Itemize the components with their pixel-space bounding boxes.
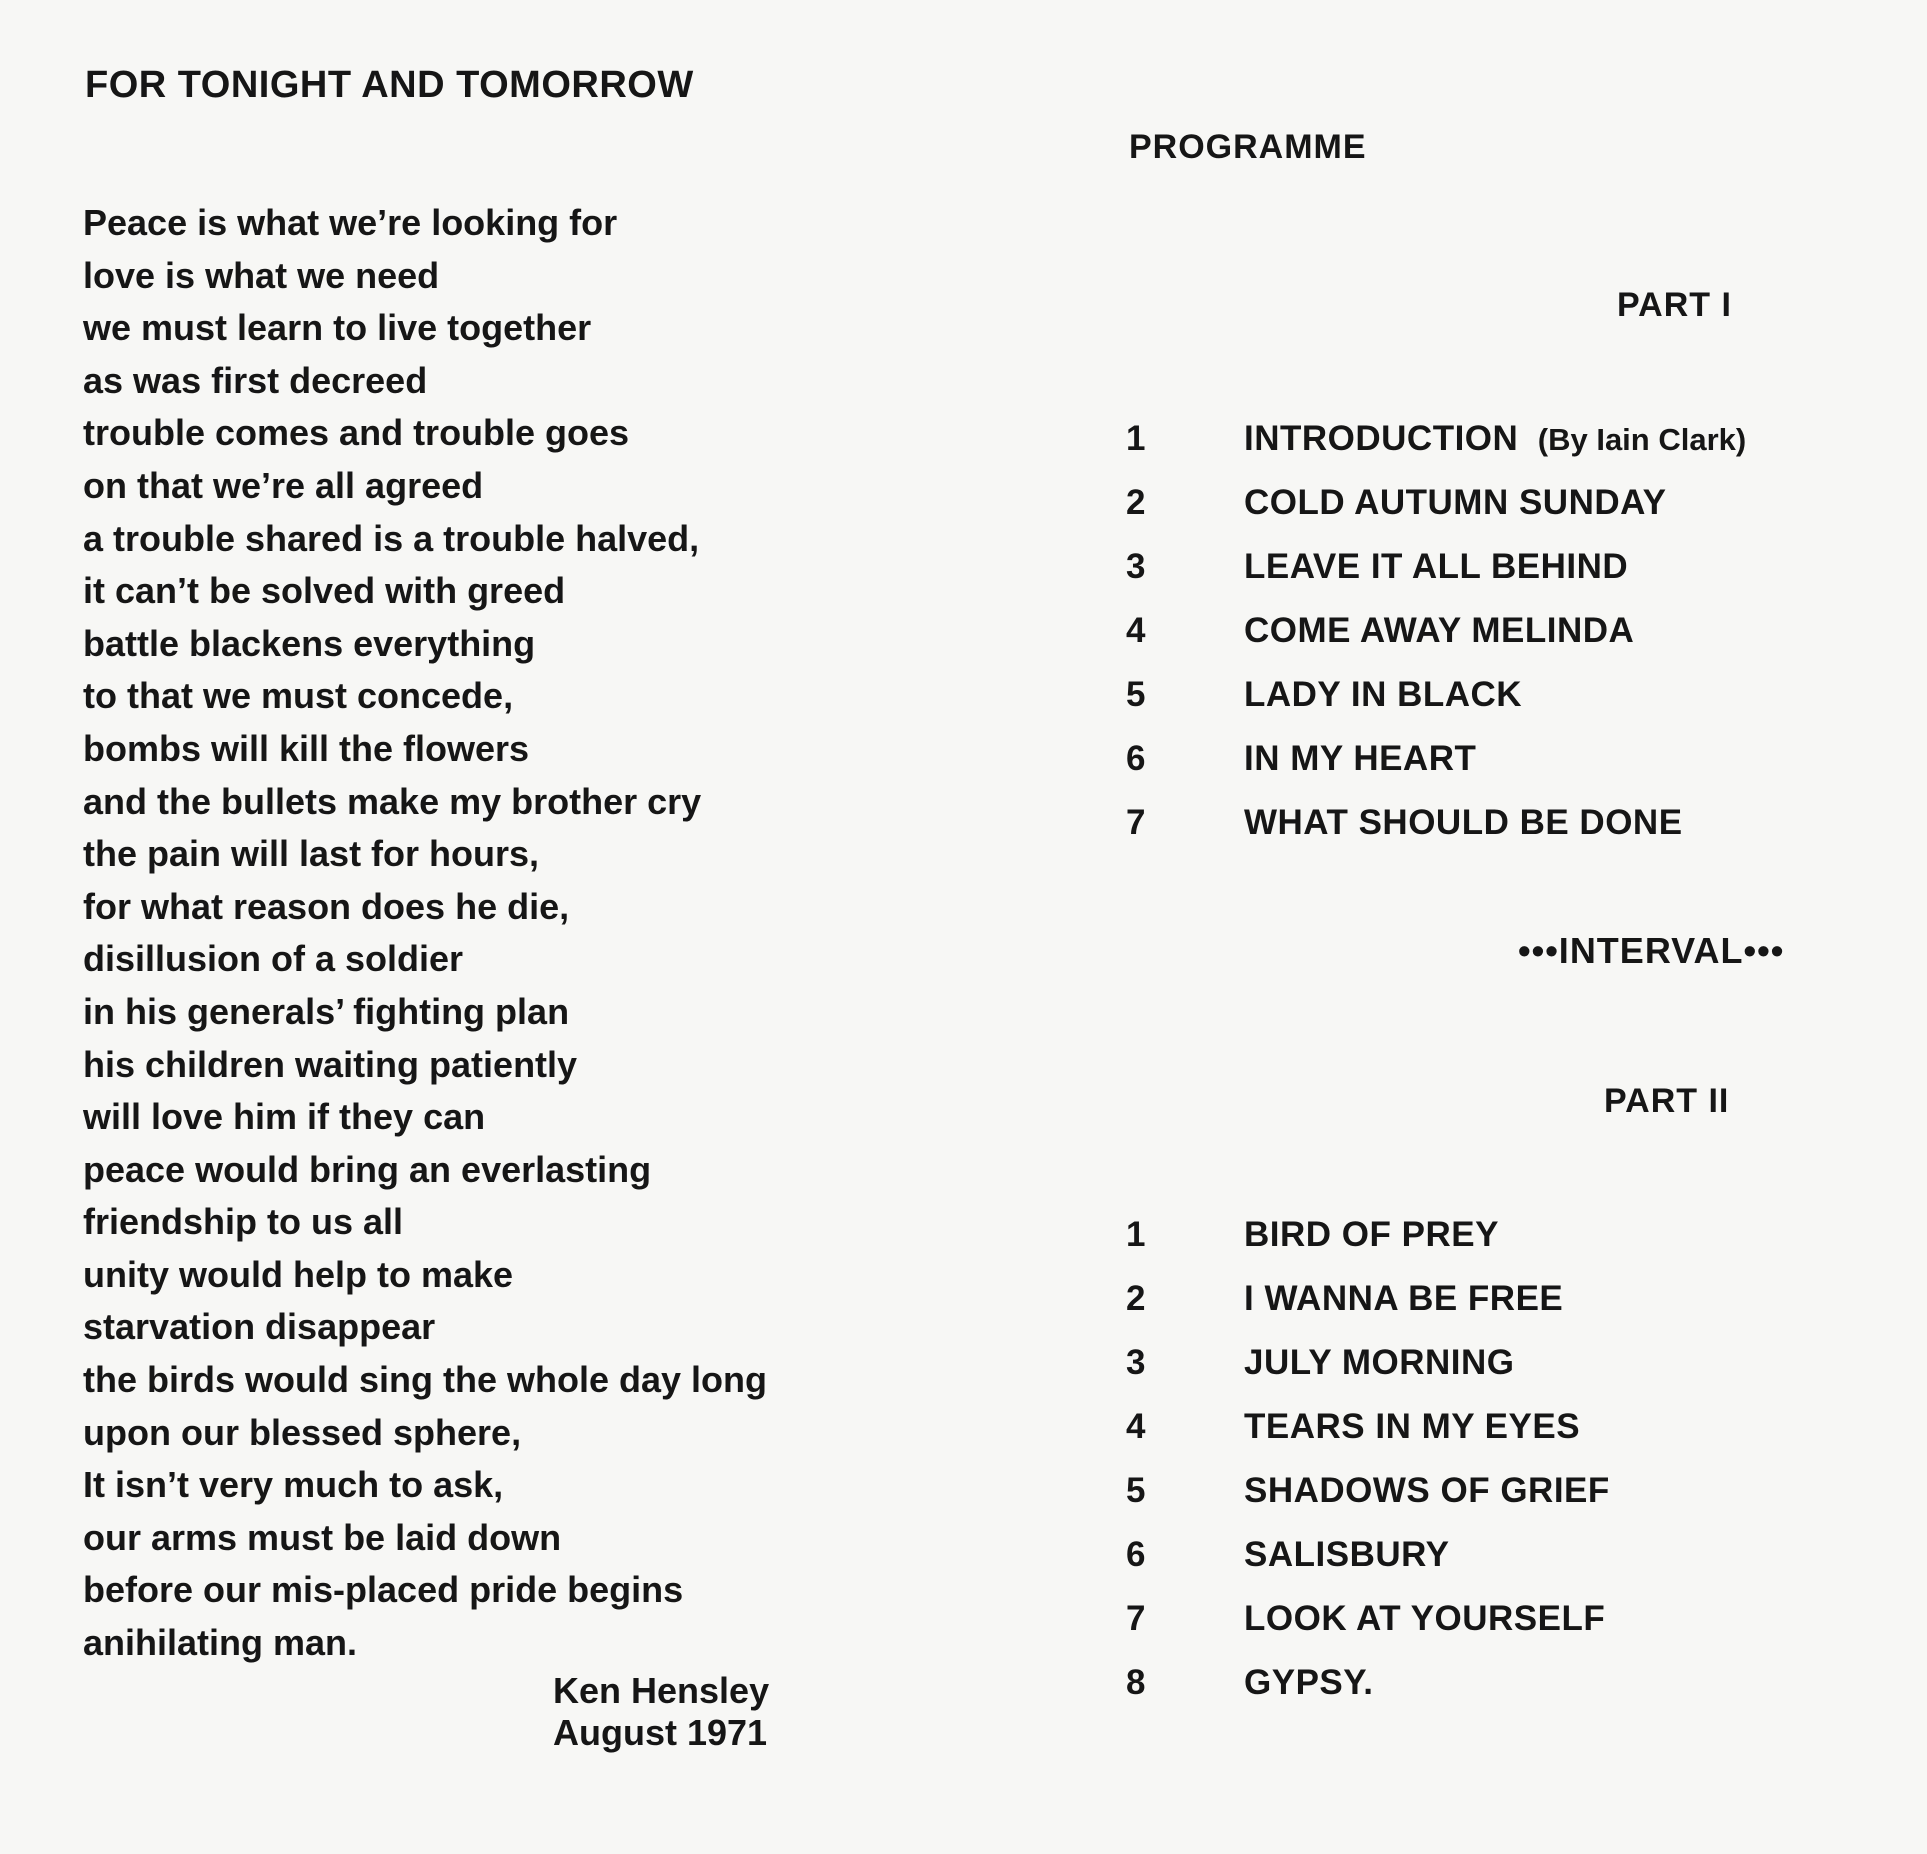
poem-title: FOR TONIGHT AND TOMORROW [85,64,694,106]
track-item [1126,471,1746,535]
poem-line: the pain will last for hours, [83,833,540,875]
interval-label: •••INTERVAL••• [1518,930,1785,971]
track-title: WHAT SHOULD BE DONE [1244,803,1683,842]
track-number: 1 [1126,419,1146,458]
poem-line: love is what we need [83,254,440,296]
track-item [1126,1331,1610,1395]
poem-line: bombs will kill the flowers [83,727,530,769]
part-1-track-list [1126,407,1746,855]
track-number: 6 [1126,1535,1146,1574]
poem-line: unity would help to make [83,1253,514,1295]
track-title: LEAVE IT ALL BEHIND [1244,547,1629,586]
poem-line: on that we’re all agreed [83,464,484,506]
poem-line: peace would bring an everlasting [83,1148,652,1190]
poem-line: trouble comes and trouble goes [83,412,630,454]
track-item [1126,1523,1610,1587]
poem-line: to that we must concede, [83,675,514,717]
poem-line: his children waiting patiently [83,1043,578,1085]
track-title: SHADOWS OF GRIEF [1244,1471,1610,1510]
track-item [1126,663,1746,727]
track-item [1126,1587,1610,1651]
poem-line: anihilating man. [83,1622,358,1664]
poem-line: It isn’t very much to ask, [83,1464,504,1506]
track-item [1126,535,1746,599]
track-note: (By Iain Clark) [1537,422,1747,457]
poem-author: Ken Hensley [553,1670,770,1711]
track-title: JULY MORNING [1244,1343,1515,1382]
track-item [1126,1267,1610,1331]
part-2-track-list [1126,1203,1610,1715]
poem-signature [553,1670,769,1754]
track-title: BIRD OF PREY [1244,1215,1499,1254]
track-number: 5 [1126,675,1146,714]
poem-line: as was first decreed [83,359,428,401]
poem-line: disillusion of a soldier [83,938,464,980]
track-number: 7 [1126,803,1146,842]
track-item [1126,1203,1610,1267]
part-1-heading: PART I [1617,286,1732,324]
track-title: LADY IN BLACK [1244,675,1523,714]
track-number: 4 [1126,1407,1146,1446]
track-number: 7 [1126,1599,1146,1638]
poem-line: will love him if they can [83,1096,486,1138]
poem-body [83,197,767,1670]
track-item [1126,599,1746,663]
poem-line: in his generals’ fighting plan [83,990,570,1032]
poem-line: our arms must be laid down [83,1516,562,1558]
part-2-heading: PART II [1604,1082,1730,1120]
track-number: 3 [1126,1343,1146,1382]
track-item [1126,1651,1610,1715]
poem-line: before our mis-placed pride begins [83,1569,684,1611]
track-item [1126,727,1746,791]
track-title: INTRODUCTION [1244,419,1519,458]
track-title: SALISBURY [1244,1535,1450,1574]
poem-line: we must learn to live together [83,307,592,349]
track-item [1126,1395,1610,1459]
track-number: 4 [1126,611,1146,650]
track-title: COLD AUTUMN SUNDAY [1244,483,1667,522]
track-title: I WANNA BE FREE [1244,1279,1564,1318]
programme-heading: PROGRAMME [1129,128,1367,166]
poem-line: and the bullets make my brother cry [83,780,702,822]
poem-line: a trouble shared is a trouble halved, [83,517,700,559]
track-title: COME AWAY MELINDA [1244,611,1635,650]
poem-line: Peace is what we’re looking for [83,202,618,243]
track-title: TEARS IN MY EYES [1244,1407,1581,1446]
track-number: 8 [1126,1663,1146,1702]
poem-line: battle blackens everything [83,622,536,664]
track-number: 3 [1126,547,1146,586]
poem-line: for what reason does he die, [83,885,570,927]
track-number: 6 [1126,739,1146,778]
track-number: 5 [1126,1471,1146,1510]
poem-line: friendship to us all [83,1201,404,1243]
track-item [1126,791,1746,855]
track-title: IN MY HEART [1244,739,1477,778]
poem-line: starvation disappear [83,1306,436,1348]
poem-date: August 1971 [553,1712,768,1753]
track-number: 1 [1126,1215,1146,1254]
track-number: 2 [1126,483,1146,522]
track-item [1126,407,1746,471]
track-title: LOOK AT YOURSELF [1244,1599,1606,1638]
track-number: 2 [1126,1279,1146,1318]
poem-line: upon our blessed sphere, [83,1411,522,1453]
track-item [1126,1459,1610,1523]
poem-line: it can’t be solved with greed [83,570,566,612]
poem-line: the birds would sing the whole day long [83,1359,768,1401]
track-title: GYPSY. [1244,1663,1374,1702]
